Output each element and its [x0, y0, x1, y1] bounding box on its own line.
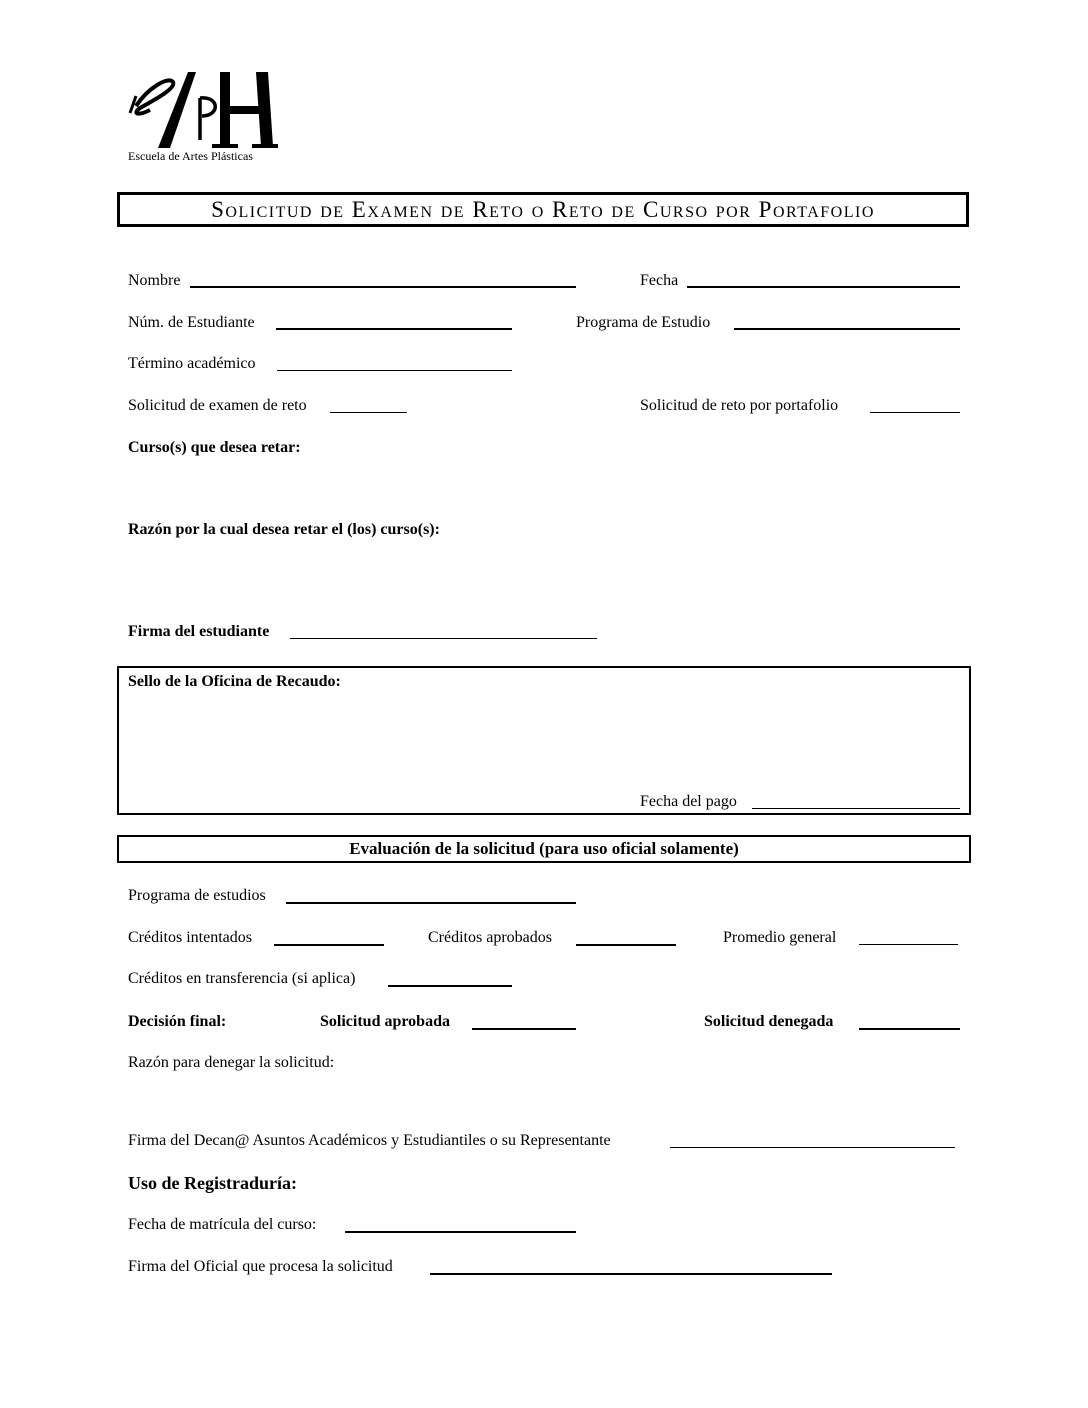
fecha-matricula-field[interactable] — [345, 1231, 576, 1233]
creditos-aprobados-field[interactable] — [576, 944, 676, 946]
firma-oficial-field[interactable] — [430, 1273, 832, 1275]
firma-estudiante-label: Firma del estudiante — [128, 623, 270, 640]
creditos-aprobados-label: Créditos aprobados — [428, 929, 552, 946]
sello-area[interactable] — [128, 698, 960, 783]
sello-label: Sello de la Oficina de Recaudo: — [128, 673, 341, 690]
fecha-pago-label: Fecha del pago — [640, 793, 737, 810]
institution-name: Escuela de Artes Plásticas — [128, 149, 253, 163]
logo-e-script — [136, 80, 173, 113]
nombre-label: Nombre — [128, 272, 181, 289]
creditos-transferencia-field[interactable] — [388, 985, 512, 987]
fecha-label: Fecha — [640, 272, 679, 289]
programa-estudio-field[interactable] — [734, 328, 960, 330]
termino-label: Término académico — [128, 355, 256, 372]
creditos-intentados-field[interactable] — [274, 944, 384, 946]
registraduria-heading: Uso de Registraduría: — [128, 1173, 297, 1193]
form-title-box — [117, 192, 969, 227]
solicitud-portafolio-field[interactable] — [870, 412, 960, 413]
nombre-field[interactable] — [190, 286, 576, 288]
razon-denegar-label: Razón para denegar la solicitud: — [128, 1054, 335, 1071]
promedio-field[interactable] — [859, 944, 958, 945]
num-estudiante-label: Núm. de Estudiante — [128, 314, 255, 331]
fecha-matricula-label: Fecha de matrícula del curso: — [128, 1216, 317, 1233]
num-estudiante-field[interactable] — [276, 328, 512, 330]
firma-oficial-label: Firma del Oficial que procesa la solicitud — [128, 1258, 393, 1275]
logo-h-bar — [224, 106, 264, 114]
logo-p — [200, 98, 215, 140]
creditos-intentados-label: Créditos intentados — [128, 929, 252, 946]
aprobada-label: Solicitud aprobada — [320, 1013, 450, 1030]
programa-estudios-label: Programa de estudios — [128, 887, 266, 904]
razon-label: Razón por la cual desea retar el (los) curso(s): — [128, 521, 440, 538]
fecha-pago-field[interactable] — [752, 808, 960, 809]
aprobada-field[interactable] — [472, 1028, 576, 1030]
creditos-transferencia-label: Créditos en transferencia (si aplica) — [128, 970, 356, 987]
cursos-field[interactable] — [128, 462, 960, 512]
programa-estudios-field[interactable] — [286, 902, 576, 904]
cursos-label: Curso(s) que desea retar: — [128, 439, 301, 456]
denegada-field[interactable] — [859, 1028, 960, 1030]
solicitud-examen-label: Solicitud de examen de reto — [128, 397, 307, 414]
razon-denegar-field[interactable] — [128, 1076, 960, 1126]
decision-label: Decisión final: — [128, 1013, 227, 1030]
solicitud-portafolio-label: Solicitud de reto por portafolio — [640, 397, 839, 414]
solicitud-examen-field[interactable] — [330, 412, 407, 413]
logo-h-right-serif — [252, 144, 278, 148]
logo-h-left-serif — [212, 144, 238, 148]
programa-estudio-label: Programa de Estudio — [576, 314, 711, 331]
firma-estudiante-field[interactable] — [290, 638, 597, 639]
evaluacion-heading: Evaluación de la solicitud (para uso oficial solamente) — [349, 839, 739, 858]
promedio-label: Promedio general — [723, 929, 837, 946]
fecha-field[interactable] — [687, 286, 960, 288]
form-title: Solicitud de Examen de Reto o Reto de Curso por Portafolio — [211, 196, 875, 222]
razon-field[interactable] — [128, 544, 960, 614]
termino-field[interactable] — [277, 370, 512, 371]
denegada-label: Solicitud denegada — [704, 1013, 834, 1030]
firma-decano-label: Firma del Decan@ Asuntos Académicos y Estudiantiles o su Representante — [128, 1132, 611, 1149]
firma-decano-field[interactable] — [670, 1147, 955, 1148]
evaluacion-heading-box — [117, 835, 971, 863]
